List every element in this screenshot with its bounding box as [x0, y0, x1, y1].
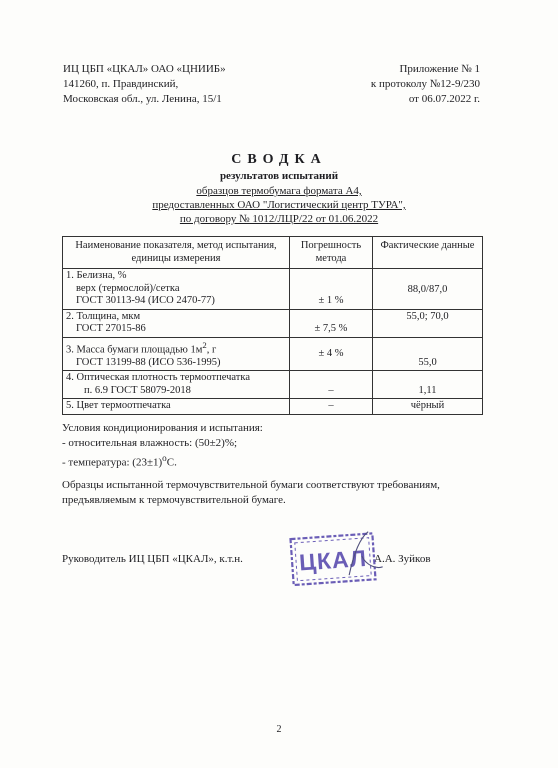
- protocol-date: от 06.07.2022 г.: [408, 93, 480, 105]
- indicator-cell: [63, 269, 290, 310]
- test-conditions: [62, 421, 263, 471]
- indicator-cell: [63, 337, 290, 371]
- protocol-number: к протоколу №12-9/230: [370, 78, 480, 90]
- stamp-image: [286, 528, 386, 595]
- org-name: ИЦ ЦБП «ЦКАЛ» ОАО «ЦНИИБ»: [63, 63, 226, 75]
- sample-description: [0, 184, 558, 226]
- indicator-name: 5. Цвет термоотпечатка: [66, 400, 171, 411]
- appendix-block: [371, 62, 480, 107]
- value-cell: 1,11: [373, 371, 483, 399]
- svg-text:ЦКАЛ: ЦКАЛ: [298, 544, 368, 576]
- sample-line-3: по договору № 1012/ЛЦР/22 от 01.06.2022: [179, 213, 379, 225]
- indicator-name: 4. Оптическая плотность термоотпечатка: [66, 372, 250, 383]
- signatory-name: А.А. Зуйков: [374, 553, 431, 565]
- col-header-indicator: Наименование показателя, метод испытания, единицы измерения: [63, 237, 290, 269]
- error-cell: –: [290, 371, 373, 399]
- table-row: [63, 337, 483, 371]
- indicator-method: п. 6.9 ГОСТ 58079-2018: [84, 384, 191, 396]
- table-row: [63, 399, 483, 415]
- conditions-temperature: - температура: $(23\pm 1)^oC$.: [62, 453, 177, 469]
- sample-line-1: образцов термобумага формата А4,: [196, 185, 362, 197]
- organization-block: [63, 62, 226, 107]
- conditions-humidity: - относительная влажность: (50±2)%;: [62, 437, 238, 449]
- sample-line-2: предоставленных ОАО "Логистический центр ТУРА",: [152, 199, 406, 211]
- value-cell: 88,0/87,0: [373, 269, 483, 310]
- col-header-value: Фактические данные: [373, 237, 483, 269]
- error-cell: –: [290, 399, 373, 415]
- table-header-row: [63, 237, 483, 269]
- indicator-method: ГОСТ 13199-88 (ИСО 536-1995): [76, 356, 221, 368]
- signatory-position: Руководитель ИЦ ЦБП «ЦКАЛ», к.т.н.: [62, 553, 243, 565]
- table-row: [63, 309, 483, 337]
- document-subtitle: результатов испытаний: [219, 170, 339, 182]
- indicator-cell: [63, 309, 290, 337]
- value-cell: чёрный: [373, 399, 483, 415]
- indicator-cell: [63, 371, 290, 399]
- table-row: [63, 371, 483, 399]
- org-address-line1: 141260, п. Правдинский,: [63, 78, 179, 90]
- indicator-detail: верх (термослой)/сетка: [76, 282, 180, 294]
- appendix-label: Приложение № 1: [399, 63, 480, 75]
- indicator-name: 1. Белизна, %: [66, 270, 127, 281]
- indicator-method: ГОСТ 27015-86: [76, 323, 146, 334]
- page-number: 2: [276, 724, 282, 735]
- indicator-name: 3. Масса бумаги площадью $1м^2$, г: [66, 339, 217, 355]
- error-cell: ± 1 %: [290, 269, 373, 310]
- indicator-method: ГОСТ 30113-94 (ИСО 2470-77): [76, 295, 215, 306]
- conclusion-text: Образцы испытанной термочувствительной бумаги соответствуют требованиям, предъявляемым к термочувствительной бумаге.: [62, 479, 440, 506]
- error-cell: ± 7,5 %: [290, 309, 373, 337]
- error-cell: ± 4 %: [290, 337, 373, 371]
- indicator-cell: [63, 399, 290, 415]
- col-header-error: Погрешность метода: [290, 237, 373, 269]
- value-cell: 55,0: [373, 337, 483, 371]
- table-row: [63, 269, 483, 310]
- results-table: [62, 236, 483, 415]
- org-address-line2: Московская обл., ул. Ленина, 15/1: [63, 93, 222, 105]
- conditions-heading: Условия кондиционирования и испытания:: [62, 422, 263, 434]
- value-cell: 55,0; 70,0: [373, 309, 483, 337]
- document-title: СВОДКА: [231, 152, 327, 167]
- indicator-name: 2. Толщина, мкм: [66, 310, 141, 322]
